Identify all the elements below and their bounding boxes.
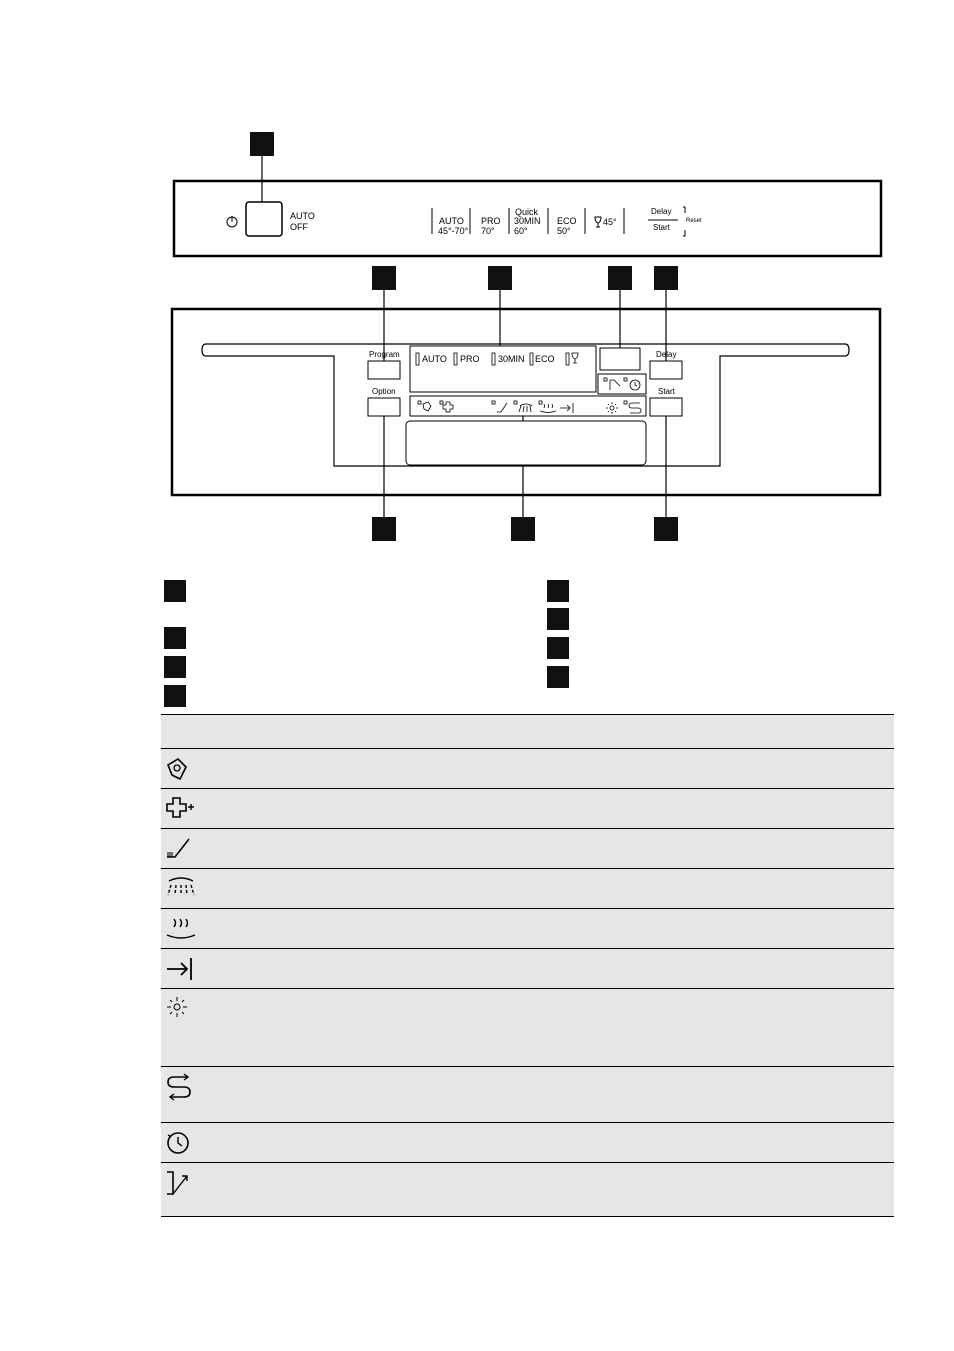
programme-pro-name: PRO <box>481 216 501 226</box>
legend-marker-5 <box>547 580 569 602</box>
programme-quick-name: 30MIN <box>514 216 541 226</box>
indicator-30min: 30MIN <box>498 354 525 364</box>
tablet-icon <box>164 755 196 783</box>
indicator-eco: ECO <box>535 354 555 364</box>
table-row-brush <box>161 828 894 868</box>
option-button-label[interactable]: Option <box>372 387 396 396</box>
indicator-pro: PRO <box>460 354 480 364</box>
glass-temp-label: 45° <box>603 217 617 227</box>
table-row-plus <box>161 788 894 828</box>
programme-quick-temp: 60° <box>514 226 528 236</box>
start-label-top: Start <box>653 223 670 232</box>
table-row-loop <box>161 1066 894 1122</box>
legend-marker-8 <box>547 666 569 688</box>
legend-marker-4 <box>164 685 186 707</box>
spray-icon <box>164 875 196 903</box>
legend-marker-6 <box>547 608 569 630</box>
delay-label-top: Delay <box>651 207 672 216</box>
table-row-tablet <box>161 748 894 788</box>
programme-eco-name: ECO <box>557 216 577 226</box>
auto-off-label-auto: AUTO <box>290 211 315 221</box>
legend-marker-7 <box>547 637 569 659</box>
legend-marker-3 <box>164 656 186 678</box>
table-row-spray <box>161 868 894 908</box>
table-header-row <box>161 714 894 748</box>
clock-icon <box>164 1129 196 1157</box>
programme-eco-temp: 50° <box>557 226 571 236</box>
door-icon <box>164 1169 196 1197</box>
programme-auto-name: AUTO <box>439 216 464 226</box>
programme-pro-temp: 70° <box>481 226 495 236</box>
delay-button-label[interactable]: Delay <box>656 350 677 359</box>
auto-off-label-off: OFF <box>290 222 308 232</box>
table-row-arrow-end <box>161 948 894 988</box>
steam-icon <box>164 915 196 943</box>
table-row-steam <box>161 908 894 948</box>
start-button-label[interactable]: Start <box>658 387 675 396</box>
arrow-end-icon <box>164 955 196 983</box>
programme-auto-temp: 45°-70° <box>438 226 469 236</box>
table-row-clock <box>161 1122 894 1162</box>
loop-icon <box>164 1073 196 1101</box>
indicator-auto: AUTO <box>422 354 447 364</box>
brush-icon <box>164 835 196 863</box>
legend-marker-1 <box>164 580 186 602</box>
control-panel-diagram <box>0 0 954 560</box>
table-row-door <box>161 1162 894 1217</box>
indicator-table <box>161 714 894 1217</box>
sun-icon <box>164 995 196 1023</box>
legend-marker-2 <box>164 627 186 649</box>
table-row-sun <box>161 988 894 1066</box>
program-button-label[interactable]: Program <box>369 350 400 359</box>
programme-quick-label: Quick <box>515 207 539 217</box>
power-button <box>246 202 282 236</box>
plus-icon <box>164 795 196 823</box>
reset-label: Reset <box>686 218 702 224</box>
